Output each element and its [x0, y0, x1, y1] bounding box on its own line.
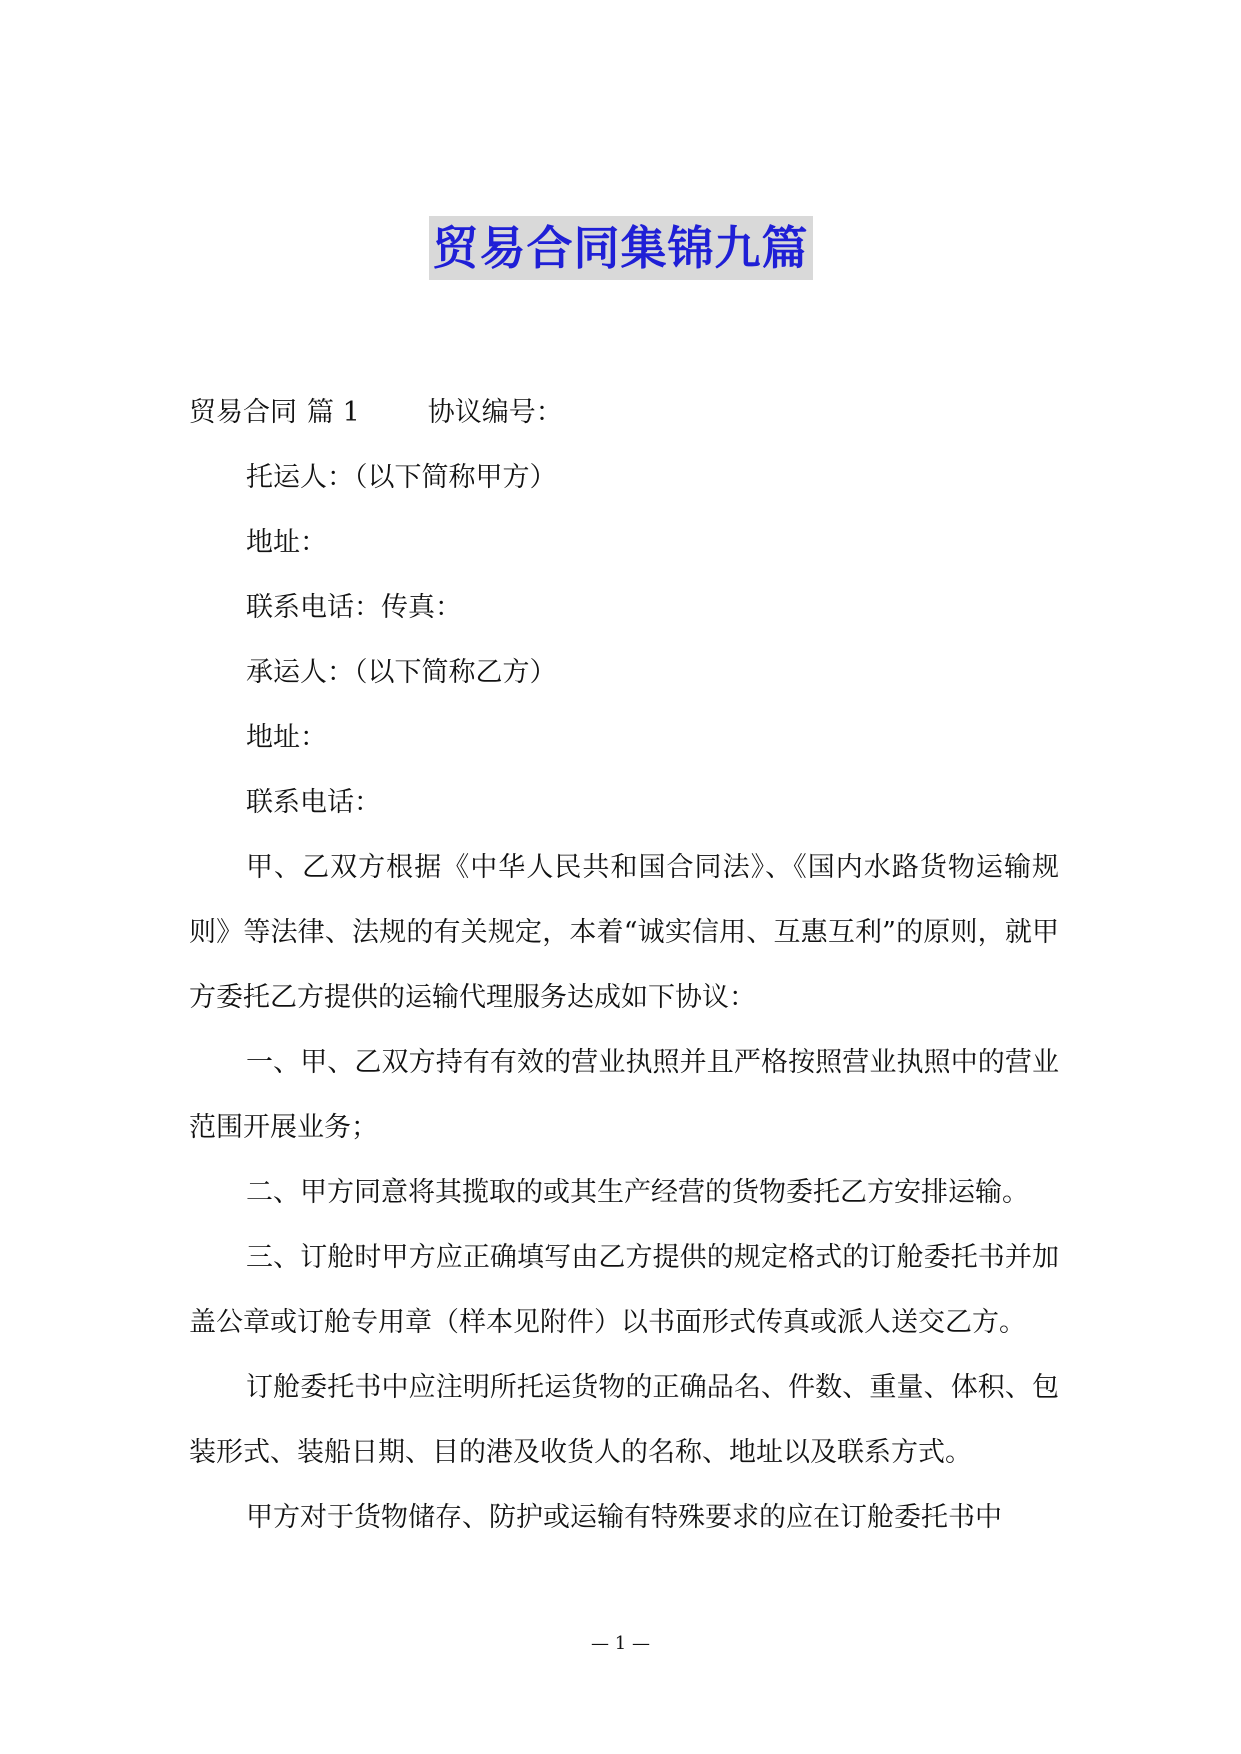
carrier-address-line: 地址：: [246, 722, 327, 753]
document-title: 贸易合同集锦九篇: [429, 216, 813, 280]
paragraph-clause-2: 二、甲方同意将其揽取的或其生产经营的货物委托乙方安排运输。: [246, 1177, 1029, 1208]
paragraph-clause-3: 三、订舱时甲方应正确填写由乙方提供的规定格式的订舱委托书并加盖公章或订舱专用章（样本见附件）以书面形式传真或派人送交乙方。: [189, 1242, 1059, 1338]
header-line: [189, 380, 1059, 445]
title-container: [0, 216, 1241, 280]
paragraph-preamble: 甲、乙双方根据《中华人民共和国合同法》、《国内水路货物运输规则》等法律、法规的有关规定，本着“诚实信用、互惠互利”的原则，就甲方委托乙方提供的运输代理服务达成如下协议：: [189, 852, 1059, 1013]
paragraph-booking-details: 订舱委托书中应注明所托运货物的正确品名、件数、重量、体积、包装形式、装船日期、目的港及收货人的名称、地址以及联系方式。: [189, 1372, 1059, 1468]
paragraph-clause-1: 一、甲、乙双方持有有效的营业执照并且严格按照营业执照中的营业范围开展业务；: [189, 1047, 1059, 1143]
page-number: — 1 —: [591, 1633, 650, 1654]
agreement-number-label: 协议编号：: [427, 397, 563, 428]
shipper-address-line: 地址：: [246, 527, 327, 558]
section-label: 篇 1: [307, 397, 360, 428]
contract-label: 贸易合同: [189, 397, 297, 428]
shipper-line: 托运人：（以下简称甲方）: [246, 462, 557, 493]
carrier-contact-line: 联系电话：: [246, 787, 381, 818]
paragraph-special-requirements: 甲方对于货物储存、防护或运输有特殊要求的应在订舱委托书中: [246, 1502, 1002, 1533]
shipper-contact-line: 联系电话：传真：: [246, 592, 462, 623]
document-body: [189, 380, 1059, 1550]
carrier-line: 承运人：（以下简称乙方）: [246, 657, 557, 688]
